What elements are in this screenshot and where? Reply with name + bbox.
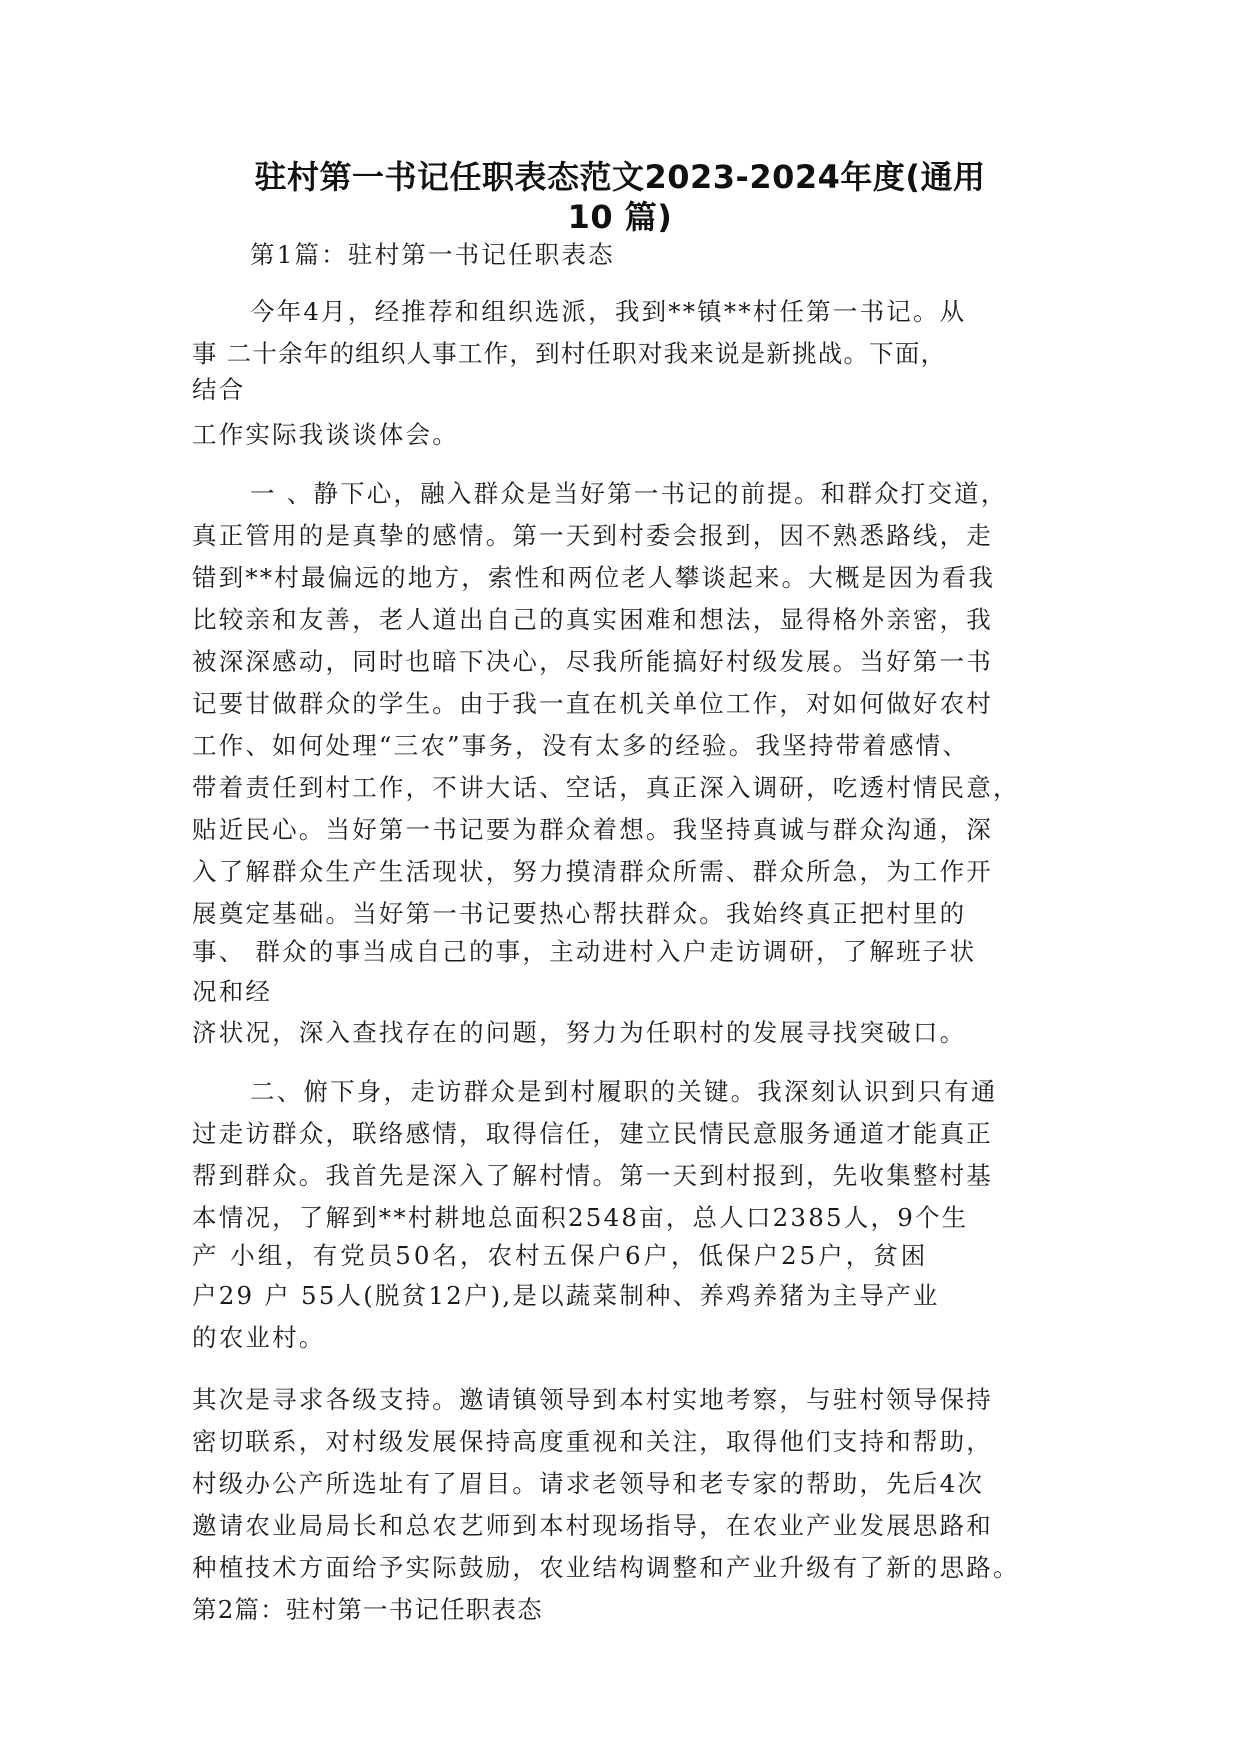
paragraph-line: 比较亲和友善，老人道出自己的真实困难和想法，显得格外亲密，我 bbox=[192, 605, 993, 634]
paragraph-line: 产 小组，有党员50名，农村五保户6户，低保户25户，贫困 bbox=[192, 1241, 929, 1270]
paragraph-line: 结合 bbox=[192, 375, 246, 404]
paragraph-line: 密切联系，对村级发展保持高度重视和关注，取得他们支持和帮助， bbox=[192, 1427, 993, 1456]
paragraph-line: 贴近民心。当好第一书记要为群众着想。我坚持真诚与群众沟通，深 bbox=[192, 815, 993, 844]
paragraph-line: 二、俯下身，走访群众是到村履职的关键。我深刻认识到只有通 bbox=[250, 1077, 998, 1106]
document-title-line-2: 10 篇) bbox=[567, 198, 673, 236]
paragraph-line: 错到**村最偏远的地方，索性和两位老人攀谈起来。大概是因为看我 bbox=[192, 563, 996, 592]
paragraph-line: 事 二十余年的组织人事工作，到村任职对我来说是新挑战。下面， bbox=[192, 339, 947, 368]
document-title-line-1: 驻村第一书记任职表态范文2023-2024年度(通用 bbox=[254, 158, 986, 196]
paragraph-line: 过走访群众，联络感情，取得信任，建立民情民意服务通道才能真正 bbox=[192, 1119, 993, 1148]
section-heading: 第1篇：驻村第一书记任职表态 bbox=[250, 240, 615, 269]
paragraph-line: 记要甘做群众的学生。由于我一直在机关单位工作，对如何做好农村 bbox=[192, 689, 993, 718]
paragraph-line: 工作、如何处理“三农”事务，没有太多的经验。我坚持带着感情、 bbox=[192, 731, 970, 760]
paragraph-line: 的农业村。 bbox=[192, 1323, 326, 1352]
paragraph-line: 被深深感动，同时也暗下决心，尽我所能搞好村级发展。当好第一书 bbox=[192, 647, 993, 676]
paragraph-line: 第2篇：驻村第一书记任职表态 bbox=[192, 1595, 543, 1624]
paragraph-line: 工作实际我谈谈体会。 bbox=[192, 420, 459, 449]
paragraph-line: 今年4月，经推荐和组织选派，我到**镇**村任第一书记。从 bbox=[250, 297, 967, 326]
paragraph-line: 其次是寻求各级支持。邀请镇领导到本村实地考察，与驻村领导保持 bbox=[192, 1385, 993, 1414]
paragraph-line: 邀请农业局局长和总农艺师到本村现场指导，在农业产业发展思路和 bbox=[192, 1511, 993, 1540]
paragraph-line: 村级办公产所选址有了眉目。请求老领导和老专家的帮助，先后4次 bbox=[192, 1469, 985, 1498]
paragraph-line: 展奠定基础。当好第一书记要热心帮扶群众。我始终真正把村里的 bbox=[192, 899, 967, 928]
paragraph-line: 况和经 bbox=[192, 977, 273, 1006]
paragraph-line: 真正管用的是真挚的感情。第一天到村委会报到，因不熟悉路线，走 bbox=[192, 521, 993, 550]
paragraph-line: 事、 群众的事当成自己的事，主动进村入户走访调研，了解班子状 bbox=[192, 937, 977, 966]
paragraph-line: 一 、静下心，融入群众是当好第一书记的前提。和群众打交道， bbox=[250, 479, 1008, 508]
paragraph-line: 济状况，深入查找存在的问题，努力为任职村的发展寻找突破口。 bbox=[192, 1018, 967, 1047]
paragraph-line: 帮到群众。我首先是深入了解村情。第一天到村报到，先收集整村基 bbox=[192, 1161, 993, 1190]
paragraph-line: 种植技术方面给予实际鼓励，农业结构调整和产业升级有了新的思路。 bbox=[192, 1553, 1020, 1582]
paragraph-line: 带着责任到村工作，不讲大话、空话，真正深入调研，吃透村情民意， bbox=[192, 773, 1020, 802]
paragraph-line: 本情况，了解到**村耕地总面积2548亩，总人口2385人，9个生 bbox=[192, 1203, 969, 1232]
paragraph-line: 户29 户 55人(脱贫12户),是以蔬菜制种、养鸡养猪为主导产业 bbox=[192, 1281, 940, 1310]
paragraph-line: 入了解群众生产生活现状，努力摸清群众所需、群众所急，为工作开 bbox=[192, 857, 993, 886]
